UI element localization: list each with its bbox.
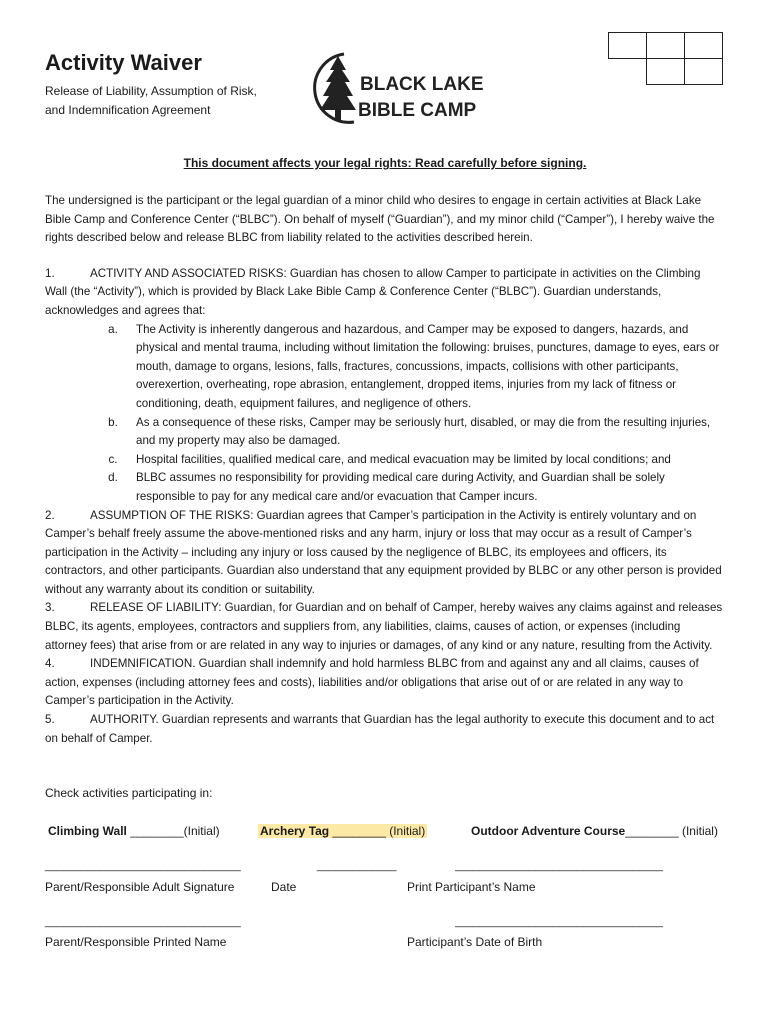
section-number: 4.: [45, 657, 55, 671]
item-text: The Activity is inherently dangerous and hazardous, and Camper may be exposed to dangers, hazards, and physical and mental trauma, including without limitation the following: bruises, punctures, damage to eyes, ears or mouth, damage to organs, lesions, falls, fractures, concussions, impacts, collisions with other participants, overexertion, overheating, rope abrasion, entanglement, dropped items, injuries from my lack of fitness or conditioning, death, equipment failures, and negligence of others.: [136, 322, 720, 410]
list-item: [90, 414, 725, 451]
activity-initial-field[interactable]: ________ (Initial): [625, 824, 718, 838]
document-title: Activity Waiver: [45, 50, 202, 75]
logo-text-line-1: BLACK LAKE: [360, 74, 484, 95]
activity-climbing-wall[interactable]: [48, 824, 220, 838]
section-4: [45, 655, 725, 711]
logo-text-line-2: BIBLE CAMP: [358, 100, 477, 121]
participant-name-label: Print Participant’s Name: [407, 880, 536, 894]
section-text: RELEASE OF LIABILITY: Guardian, for Guardian and on behalf of Camper, hereby waives any claims against and releases BLBC, its agents, employees, contractors and suppliers from, any liabilities, claims, causes of action, or expenses (including attorney fees) that arise from or are related in any way to injuries or damages, of any kind or any nature, resulting from the Activity.: [45, 601, 723, 652]
parent-printed-name-line[interactable]: ________________________________: [45, 916, 241, 928]
risk-list: [90, 321, 725, 507]
section-2: [45, 507, 725, 600]
participant-dob-line[interactable]: __________________________________: [455, 916, 664, 928]
parent-printed-name-label: Parent/Responsible Printed Name: [45, 935, 227, 949]
participant-dob-label: Participant’s Date of Birth: [407, 935, 543, 949]
legal-notice: This document affects your legal rights: Read carefully before signing.: [183, 156, 587, 170]
office-box: [647, 59, 685, 85]
item-text: As a consequence of these risks, Camper may be seriously hurt, disabled, or may die from the resulting injuries, and my property may also be damaged.: [136, 415, 711, 448]
office-use-boxes: [608, 32, 726, 86]
list-item: [90, 321, 725, 414]
item-text: BLBC assumes no responsibility for providing medical care during Activity, and Guardian shall be solely responsible to pay for any medical care and/or evacuation that Camper incurs.: [136, 471, 665, 503]
section-text: ASSUMPTION OF THE RISKS: Guardian agrees that Camper’s participation in the Activity is entirely voluntary and on Camper’s behalf freely assume the above-mentioned risks and any harm, injury or loss that may occur as a result of Camper’s participation in the Activity – including any injury or loss caused by the negligence of BLBC, its employees and officers, its contractors, and other participants. Guardian also understand that any equipment provided by BLBC or any other person is provided without any warranty about its condition or suitability.: [45, 508, 722, 596]
date-line[interactable]: _____________: [317, 860, 397, 872]
section-number: 1.: [45, 266, 55, 280]
office-box: [685, 33, 723, 59]
section-number: 3.: [45, 601, 55, 615]
section-1: [45, 265, 725, 321]
section-number: 5.: [45, 713, 55, 727]
document-subtitle: [45, 82, 295, 120]
section-3: [45, 599, 725, 655]
activity-initial-field[interactable]: ________ (Initial): [329, 824, 426, 838]
section-text: ACTIVITY AND ASSOCIATED RISKS: Guardian has chosen to allow Camper to participate in activities on the Climbing Wall (the “Activity”), which is provided by Black Lake Bible Camp & Conference Center (“BLBC”). Guardian understands, acknowledges and agrees that:: [45, 266, 701, 317]
activity-archery-tag[interactable]: [258, 824, 427, 838]
list-item: [90, 451, 725, 470]
subtitle-line-2: and Indemnification Agreement: [45, 103, 211, 117]
section-text: INDEMNIFICATION. Guardian shall indemnify and hold harmless BLBC from and against any and all claims, causes of action, expenses (including attorney fees and costs), liabilities and/or obligations that arise out of or are related in any way to Camper’s participation in the Activity.: [45, 657, 699, 708]
activities-prompt: Check activities participating in:: [45, 786, 213, 800]
activity-outdoor-adventure[interactable]: [471, 824, 718, 838]
item-letter: a.: [108, 322, 118, 336]
office-box: [609, 33, 647, 59]
office-box: [685, 59, 723, 85]
item-letter: c.: [108, 452, 118, 466]
item-letter: d.: [108, 471, 118, 485]
activity-name: Outdoor Adventure Course: [471, 824, 626, 838]
subtitle-line-1: Release of Liability, Assumption of Risk,: [45, 84, 257, 98]
office-box: [647, 33, 685, 59]
parent-signature-label: Parent/Responsible Adult Signature: [45, 880, 235, 894]
item-letter: b.: [108, 415, 118, 429]
parent-signature-line[interactable]: ________________________________: [45, 860, 241, 872]
section-number: 2.: [45, 508, 55, 522]
activity-name: Archery Tag: [260, 824, 330, 838]
intro-paragraph: The undersigned is the participant or the legal guardian of a minor child who desires to engage in certain activities at Black Lake Bible Camp and Conference Center (“BLBC”). On behalf of myself (“Guardian”), and my minor child (“Camper”), I hereby waive the rights described below and release BLBC from liability related to the activities described herein.: [45, 194, 715, 245]
activity-name: Climbing Wall: [48, 824, 127, 838]
list-item: [90, 469, 725, 506]
date-label: Date: [271, 880, 297, 894]
office-box-blank: [609, 59, 647, 85]
waiver-body: [45, 192, 725, 748]
section-5: [45, 711, 725, 748]
section-text: AUTHORITY. Guardian represents and warrants that Guardian has the legal authority to execute this document and to act on behalf of Camper.: [45, 713, 715, 745]
participant-name-line[interactable]: __________________________________: [455, 860, 664, 872]
item-text: Hospital facilities, qualified medical care, and medical evacuation may be limited by local conditions; and: [136, 452, 671, 466]
camp-logo: [300, 50, 490, 126]
activity-initial-field[interactable]: ________(Initial): [126, 824, 220, 838]
